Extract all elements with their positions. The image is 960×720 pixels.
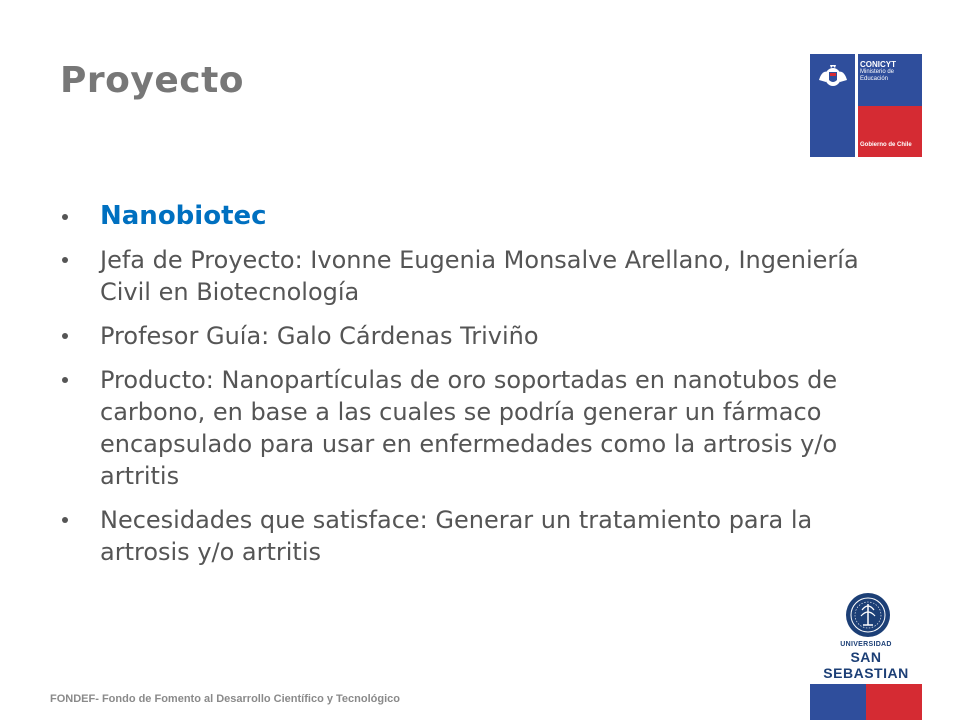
bullet-text: Producto: Nanopartículas de oro soportadas en nanotubos de carbono, en base a las cuales se podría generar un fármaco encapsulado para usar en enfermedades como la artrosis y/o artritis (100, 366, 838, 490)
bullet-item-product (62, 364, 882, 492)
bullet-text: Profesor Guía: Galo Cárdenas Triviño (100, 322, 539, 350)
bullet-text: Jefa de Proyecto: Ivonne Eugenia Monsalve Arellano, Ingeniería Civil en Biotecnología (100, 246, 859, 306)
conicyt-logo (810, 54, 922, 157)
uss-name-line2: SAN SEBASTIAN (823, 649, 909, 681)
chile-flag-bar (810, 684, 922, 720)
bullet-dot (62, 214, 68, 220)
conicyt-brand: CONICYT (860, 60, 896, 69)
bullet-text: Nanobiotec (100, 201, 267, 231)
bullet-item-advisor (62, 320, 882, 352)
conicyt-ministry-line2: Educación (860, 76, 889, 82)
conicyt-ministry-line1: Ministerio de (860, 69, 895, 75)
bullet-dot (62, 377, 68, 383)
bullet-dot (62, 517, 68, 523)
bullet-item-project-name (62, 200, 882, 232)
chile-coat-of-arms-icon (816, 62, 850, 90)
uss-name-line1: UNIVERSIDAD (840, 641, 892, 648)
conicyt-government: Gobierno de Chile (860, 142, 912, 148)
footer-text: FONDEF- Fondo de Fomento al Desarrollo Científico y Tecnológico (50, 693, 400, 705)
uss-logo (808, 592, 924, 681)
bullet-item-needs (62, 504, 882, 568)
bullet-text: Necesidades que satisface: Generar un tratamiento para la artrosis y/o artritis (100, 506, 813, 566)
slide-title: Proyecto (60, 60, 245, 101)
bullet-dot (62, 257, 68, 263)
bullet-dot (62, 333, 68, 339)
bullet-list (62, 200, 882, 580)
bullet-item-project-lead (62, 244, 882, 308)
uss-emblem-icon (845, 592, 891, 638)
